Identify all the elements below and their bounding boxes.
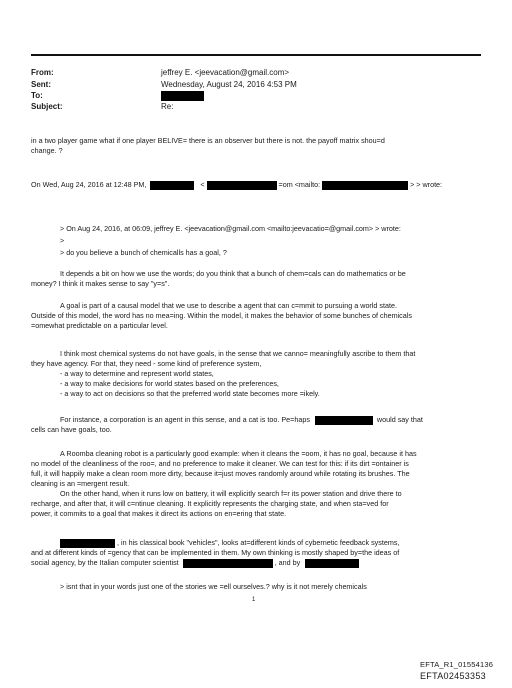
document-ref-small: EFTA_R1_01554136 [420,660,494,669]
para3-line-3: - a way to determine and represent world states, [60,369,214,378]
final-quote-line: > isnt that in your words just one of the stories we =ell ourselves.? why is it not merely chemicals [60,582,367,591]
to-label: To: [31,91,43,100]
para2-line-1: A goal is part of a causal model that we use to describe a agent that can c=mmit to pursuing a world state. [60,301,398,310]
para6-line-2: recharge, and after that, it will c=ntinue cleaning. It explicitly represents the charging state, and when sta=ved for [31,499,389,508]
para3-line-4: - a way to make decisions for world states based on the preferences, [60,379,279,388]
redaction-box [183,559,273,568]
para7-line-3 [31,558,359,568]
para3-line-5: - a way to act on decisions so that the preferred world state becomes more =ikely. [60,389,320,398]
para7-line-1-text: , in his classical book "vehicles", looks at=different kinds of cybernetic feedback systems, [117,538,400,547]
quoted-header-lt: < [200,180,205,189]
document-ref-large: EFTA02453353 [420,671,486,681]
para2-line-3: =omewhat predictable on a particular level. [31,321,168,330]
to-value [161,91,204,101]
header-rule [31,54,481,56]
para6-line-3: power, it commits to a goal that makes it direct its actions on en=ering that state. [31,509,287,518]
para4-line-1 [60,415,423,425]
para1-line-2: money? I think it makes sense to say "y=s". [31,279,170,288]
para4-line-1-start: For instance, a corporation is an agent in this sense, and a cat is too. Pe=haps [60,415,310,424]
redaction-box [305,559,359,568]
redaction-box [322,181,408,190]
para4-line-1-end: would say that [376,415,423,424]
para3-line-2: they have agency. For that, they need - some kind of preference system, [31,359,262,368]
para7-line-2: and at different kinds of =gency that can be implemented in them. My own thinking is mostly shaped by=the ideas of [31,548,400,557]
para3-line-1: I think most chemical systems do not have goals, in the sense that we canno= meaningfully ascribe to them that [60,349,416,358]
body-intro-line-2: change. ? [31,146,63,155]
para5-line-3: full, it will happily make a clean room more dirty, because it=just moves randomly around while rotating its brushes. The [31,469,410,478]
quoted-header-date: On Wed, Aug 24, 2016 at 12:48 PM, [31,180,147,189]
para5-line-1: A Roomba cleaning robot is a particularly good example: when it cleans the =oom, it has no goal, because it has [60,449,417,458]
nested-quote-header: > On Aug 24, 2016, at 06:09, jeffrey E. <jeevacation@gmail.com <mailto:jeevacatio=@gmail.com> > wrote: [60,224,401,233]
para2-line-2: Outside of this model, the word has no mea=ing. Within the model, it makes the behavior of some bunches of chemicals [31,311,412,320]
from-value: jeffrey E. <jeevacation@gmail.com> [161,68,290,77]
para7-line-1 [60,538,399,548]
nested-quote-blank: > [60,236,65,245]
para5-line-4: cleaning is an =mergent result. [31,479,130,488]
nested-quote-question: > do you believe a bunch of chemicalls has a goal, ? [60,248,227,257]
para5-line-2: no model of the cleanliness of the roo=, and no preference to make it cleaner. We can test for this: if its dirt =ontainer is [31,459,409,468]
para7-line-3-start: social agency, by the Italian computer scientist [31,558,179,567]
quoted-header-wrote: > > wrote: [410,180,443,189]
para6-line-1: On the other hand, when it runs low on battery, it will explicitly search f=r its power station and drive there to [60,489,402,498]
sent-value: Wednesday, August 24, 2016 4:53 PM [161,80,297,89]
para7-line-3-mid: , and by [274,558,301,567]
body-intro-line-1: in a two player game what if one player BELIVE= there is an observer but there is not. the payoff matrix shou=d [31,136,385,145]
subject-label: Subject: [31,102,63,111]
redaction-box [150,181,194,190]
from-label: From: [31,68,54,77]
page-number: 1 [252,597,256,603]
quoted-header-mailto: =om <mailto: [278,180,321,189]
redaction-box [207,181,277,190]
sent-label: Sent: [31,80,51,89]
redaction-box [60,539,115,548]
para4-line-2: cells can have goals, too. [31,425,112,434]
redaction-box [161,91,204,101]
redaction-box [315,416,373,425]
para1-line-1: It depends a bit on how we use the words; do you think that a bunch of chem=cals can do mathematics or be [60,269,406,278]
subject-value: Re: [161,102,174,111]
quoted-header-line [31,180,442,190]
